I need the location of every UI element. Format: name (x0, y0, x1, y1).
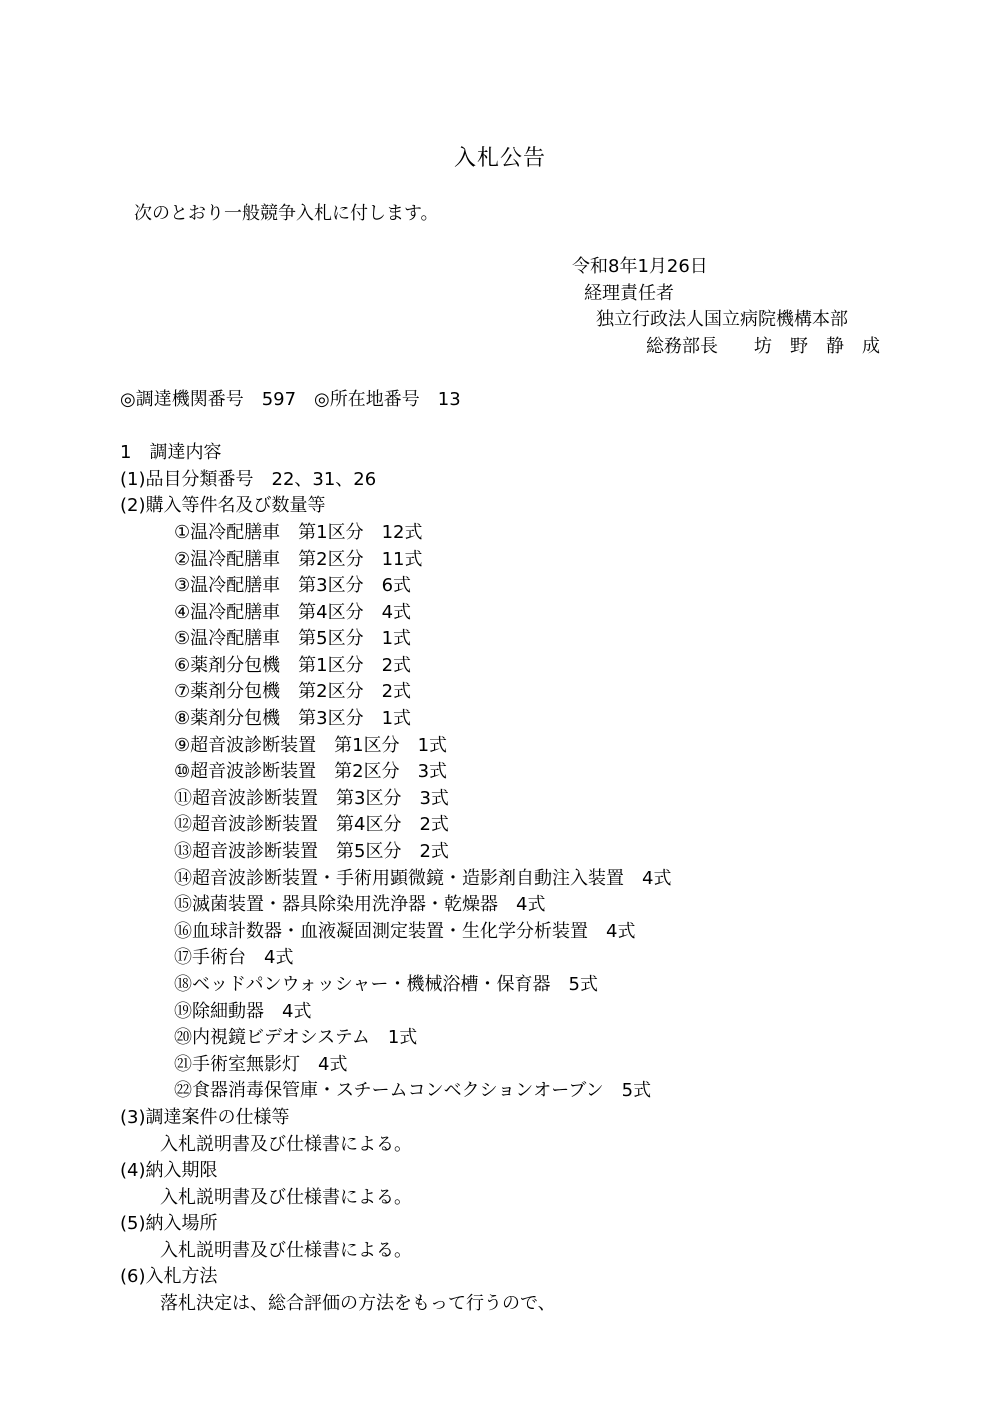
product-item: ㉑手術室無影灯 4式 (174, 1054, 348, 1075)
product-item: ⑨超音波診断装置 第1区分 1式 (174, 735, 448, 756)
spec-body: 入札説明書及び仕様書による。 (160, 1134, 412, 1155)
procurement-numbers: ◎調達機関番号 597 ◎所在地番号 13 (120, 389, 461, 410)
classification-number: (1)品目分類番号 22、31、26 (120, 469, 377, 490)
deadline-heading: (4)納入期限 (120, 1160, 218, 1181)
product-item: ⑰手術台 4式 (174, 947, 294, 968)
product-item: ⑩超音波診断装置 第2区分 3式 (174, 761, 448, 782)
product-item: ⑤温冷配膳車 第5区分 1式 (174, 628, 412, 649)
spec-heading: (3)調達案件の仕様等 (120, 1107, 290, 1128)
product-item: ⑥薬剤分包機 第1区分 2式 (174, 655, 412, 676)
product-item: ⑧薬剤分包機 第3区分 1式 (174, 708, 412, 729)
bid-method-heading: (6)入札方法 (120, 1266, 218, 1287)
product-item: ⑲除細動器 4式 (174, 1001, 312, 1022)
product-item: ⑬超音波診断装置 第5区分 2式 (174, 841, 449, 862)
product-item: ③温冷配膳車 第3区分 6式 (174, 575, 412, 596)
product-item: ⑮滅菌装置・器具除染用洗浄器・乾燥器 4式 (174, 894, 546, 915)
product-item: ②温冷配膳車 第2区分 11式 (174, 549, 423, 570)
signature-organization: 独立行政法人国立病院機構本部 (596, 309, 848, 330)
product-item: ⑱ベッドパンウォッシャー・機械浴槽・保育器 5式 (174, 974, 599, 995)
product-item: ④温冷配膳車 第4区分 4式 (174, 602, 412, 623)
notice-title: 入札公告 (453, 146, 546, 171)
product-item: ⑫超音波診断装置 第4区分 2式 (174, 814, 449, 835)
signature-date: 令和8年1月26日 (572, 256, 708, 277)
delivery-place-body: 入札説明書及び仕様書による。 (160, 1240, 412, 1261)
product-item: ⑪超音波診断装置 第3区分 3式 (174, 788, 449, 809)
product-item: ⑳内視鏡ビデオシステム 1式 (174, 1027, 418, 1048)
bid-method-body: 落札決定は、総合評価の方法をもって行うので、 (160, 1293, 556, 1314)
deadline-body: 入札説明書及び仕様書による。 (160, 1187, 412, 1208)
product-item: ①温冷配膳車 第1区分 12式 (174, 522, 423, 543)
product-item: ⑭超音波診断装置・手術用顕微鏡・造影剤自動注入装置 4式 (174, 868, 672, 889)
product-item: ⑯血球計数器・血液凝固測定装置・生化学分析装置 4式 (174, 921, 636, 942)
intro-text: 次のとおり一般競争入札に付します。 (134, 203, 439, 224)
product-item: ⑦薬剤分包機 第2区分 2式 (174, 681, 412, 702)
product-item: ㉒食器消毒保管庫・スチームコンベクションオーブン 5式 (174, 1080, 652, 1101)
section-heading: 1 調達内容 (120, 442, 222, 463)
delivery-place-heading: (5)納入場所 (120, 1213, 218, 1234)
signature-role: 経理責任者 (584, 283, 674, 304)
signature-person: 総務部長 坊 野 静 成 (646, 336, 880, 357)
purchase-items-heading: (2)購入等件名及び数量等 (120, 495, 326, 516)
